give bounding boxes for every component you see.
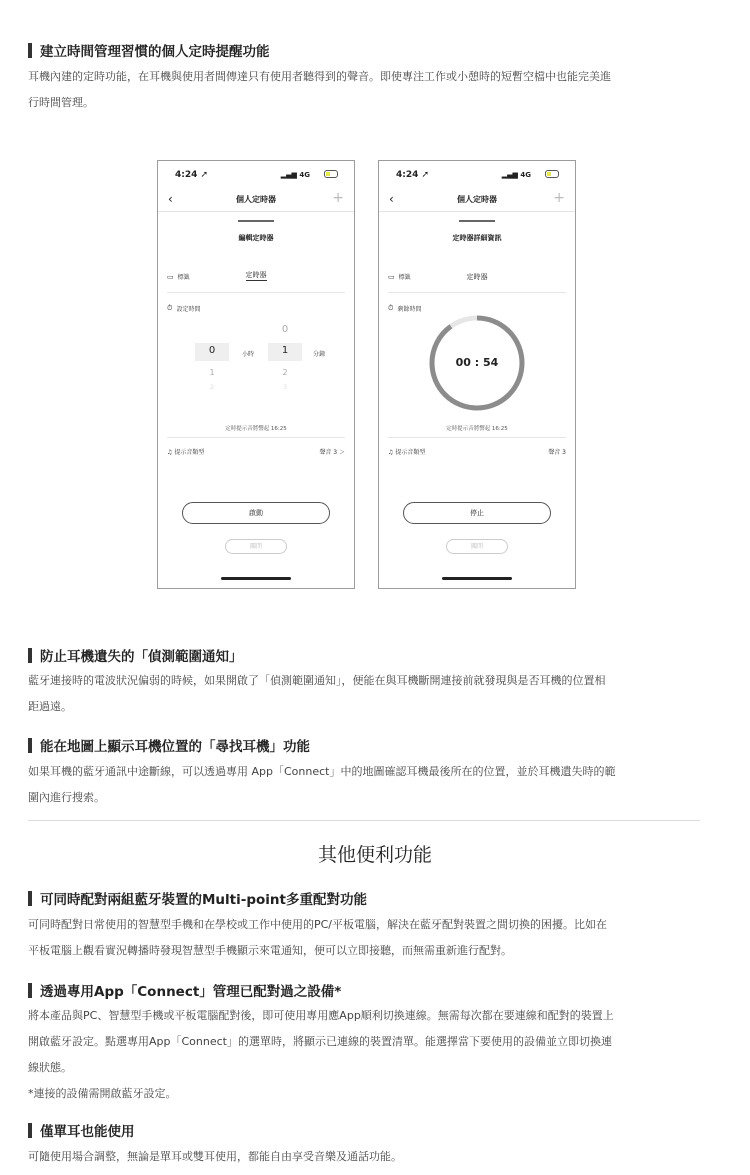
section-heading-single-ear (28, 1120, 135, 1140)
nav-bar (379, 189, 575, 211)
picker-minute-above: 0 (281, 324, 289, 335)
phone-screenshot-timer-detail (378, 160, 576, 589)
tag-icon: ▭ (388, 272, 395, 281)
paragraph-line: 圍內進行搜索。 (28, 791, 105, 804)
countdown-value: 00 : 54 (455, 356, 499, 369)
other-features-title: 其他便利功能 (317, 844, 432, 866)
section-divider (28, 820, 700, 821)
stopwatch-icon: ⏱ (388, 304, 394, 312)
status-time: 4:24 ➚ (396, 170, 430, 180)
status-bar (158, 161, 354, 189)
section-heading-find-earbuds (28, 735, 310, 755)
heading-marker (28, 983, 32, 998)
paragraph-line: 耳機內建的定時功能，在耳機與使用者間傳達只有使用者聽得到的聲音。即使專注工作或小憩時的短暫空檔中也能完美進 (28, 70, 611, 83)
divider (167, 292, 345, 293)
divider (388, 292, 566, 293)
paragraph-connect-app (28, 1005, 718, 1104)
heading-marker (28, 891, 32, 906)
heading-text: 能在地圖上顯示耳機位置的「尋找耳機」功能 (40, 739, 310, 755)
sound-type-value: 聲音 3 (548, 449, 566, 456)
tag-value[interactable]: 定時器 (245, 271, 267, 279)
stop-button[interactable]: 停止 (403, 502, 551, 524)
time-row-label: ⏱ 設定時間 (167, 304, 201, 313)
remaining-row-label: ⏱ 剩餘時間 (388, 304, 422, 313)
sheet-grabber[interactable] (459, 220, 495, 222)
sheet-grabber[interactable] (238, 220, 274, 222)
start-button[interactable]: 啟動 (182, 502, 330, 524)
divider (167, 437, 345, 438)
heading-text: 可同時配對兩組藍牙裝置的Multi-point多重配對功能 (40, 892, 367, 908)
paragraph-line: 藍牙連接時的電波狀況偏弱的時候，如果開啟了「偵測範圍通知」，便能在與耳機斷開連接前就發現與是否耳機的位置相 (28, 674, 606, 687)
heading-text: 透過專用App「Connect」管理已配對過之設備* (40, 984, 342, 1000)
section-heading-multipoint (28, 888, 367, 908)
tag-value: 定時器 (466, 273, 488, 281)
section-heading-timer (28, 40, 270, 60)
nav-title: 個人定時器 (236, 195, 276, 204)
paragraph-line: 平板電腦上觀看實況轉播時發現智慧型手機顯示來電通知，便可以立即接聽，而無需重新進行配對。 (28, 944, 512, 957)
heading-text: 僅單耳也能使用 (40, 1124, 135, 1140)
battery-icon (545, 170, 559, 178)
paragraph-line: 可同時配對日常使用的智慧型手機和在學校或工作中使用的PC/平板電腦，解決在藍牙配對裝置之間切換的困擾。比如在 (28, 918, 608, 931)
alarm-note: 定時提示音將響起 16:25 (225, 426, 287, 432)
add-icon[interactable]: + (332, 190, 344, 206)
sheet-title: 編輯定時器 (238, 234, 274, 242)
nav-title: 個人定時器 (457, 195, 497, 204)
paragraph-multipoint (28, 914, 718, 961)
paragraph-timer (28, 66, 718, 113)
picker-hours-below2: 2 (210, 384, 214, 391)
sheet-title: 定時器詳細資訊 (452, 234, 502, 242)
tag-icon: ▭ (167, 272, 174, 281)
heading-marker (28, 43, 32, 58)
battery-icon (324, 170, 338, 178)
picker-minutes-below: 2 (282, 368, 288, 377)
tag-row-label: ▭ 標籤 (388, 272, 411, 281)
section-heading-connect-app (28, 980, 341, 1000)
picker-hours-selected: 0 (208, 345, 216, 356)
signal-icon: ▂▄▆ 4G (280, 171, 310, 179)
sound-type-row[interactable] (167, 447, 345, 456)
paragraph-line: 可隨使用場合調整，無論是單耳或雙耳使用，都能自由享受音樂及通話功能。 (28, 1150, 402, 1163)
signal-icon: ▂▄▆ 4G (501, 171, 531, 179)
paragraph-line: 距過遠。 (28, 700, 72, 713)
paragraph-single-ear (28, 1146, 718, 1167)
sound-type-value: 聲音 3 ＞ (319, 449, 345, 456)
heading-marker (28, 1123, 32, 1138)
paragraph-find-earbuds (28, 761, 718, 808)
paragraph-range-alert (28, 670, 718, 717)
phone-screenshot-edit-timer (157, 160, 355, 589)
add-icon[interactable]: + (553, 190, 565, 206)
sound-type-label: ♫ 提示音類型 (388, 449, 426, 456)
heading-marker (28, 738, 32, 753)
hour-unit: 小時 (242, 351, 255, 358)
music-note-icon: ♫ (167, 449, 173, 456)
back-chevron-icon[interactable]: ‹ (168, 192, 173, 206)
alarm-note: 定時提示音將響起 16:25 (446, 426, 508, 432)
back-chevron-icon[interactable]: ‹ (389, 192, 394, 206)
sound-type-row (388, 447, 566, 456)
paragraph-line: 線狀態。 (28, 1061, 72, 1074)
picker-hours-below: 1 (209, 368, 215, 377)
section-heading-range-alert (28, 645, 243, 665)
music-note-icon: ♫ (388, 449, 394, 456)
sound-type-label: ♫ 提示音類型 (167, 449, 205, 456)
footnote: *連接的設備需開啟藍牙設定。 (28, 1087, 177, 1100)
home-indicator (221, 577, 291, 580)
close-button[interactable]: 關閉 (446, 539, 508, 554)
picker-minutes-selected: 1 (281, 345, 289, 356)
divider (388, 437, 566, 438)
heading-text: 建立時間管理習慣的個人定時提醒功能 (40, 44, 270, 60)
paragraph-line: 行時間管理。 (28, 96, 94, 109)
status-bar (379, 161, 575, 189)
home-indicator (442, 577, 512, 580)
picker-minutes-below2: 3 (283, 384, 287, 391)
heading-text: 防止耳機遺失的「偵測範圍通知」 (40, 649, 243, 665)
tag-row-label: ▭ 標籤 (167, 272, 190, 281)
stopwatch-icon: ⏱ (167, 304, 173, 312)
status-time: 4:24 ➚ (175, 170, 209, 180)
paragraph-line: 將本產品與PC、智慧型手機或平板電腦配對後，即可使用專用應App順利切換連線。無需每次都在要連線和配對的裝置上 (28, 1009, 614, 1022)
paragraph-line: 開啟藍牙設定。點選專用App「Connect」的選單時，將顯示已連線的裝置清單。能選擇當下要使用的設備並立即切換連 (28, 1035, 612, 1048)
paragraph-line: 如果耳機的藍牙通訊中途斷線，可以透過專用 App「Connect」中的地圖確認耳機最後所在的位置，並於耳機遺失時的範 (28, 765, 616, 778)
bottom-sheet (379, 211, 575, 588)
close-button[interactable]: 關閉 (225, 539, 287, 554)
nav-bar (158, 189, 354, 211)
bottom-sheet (158, 211, 354, 588)
heading-marker (28, 648, 32, 663)
minute-unit: 分鐘 (313, 351, 326, 358)
